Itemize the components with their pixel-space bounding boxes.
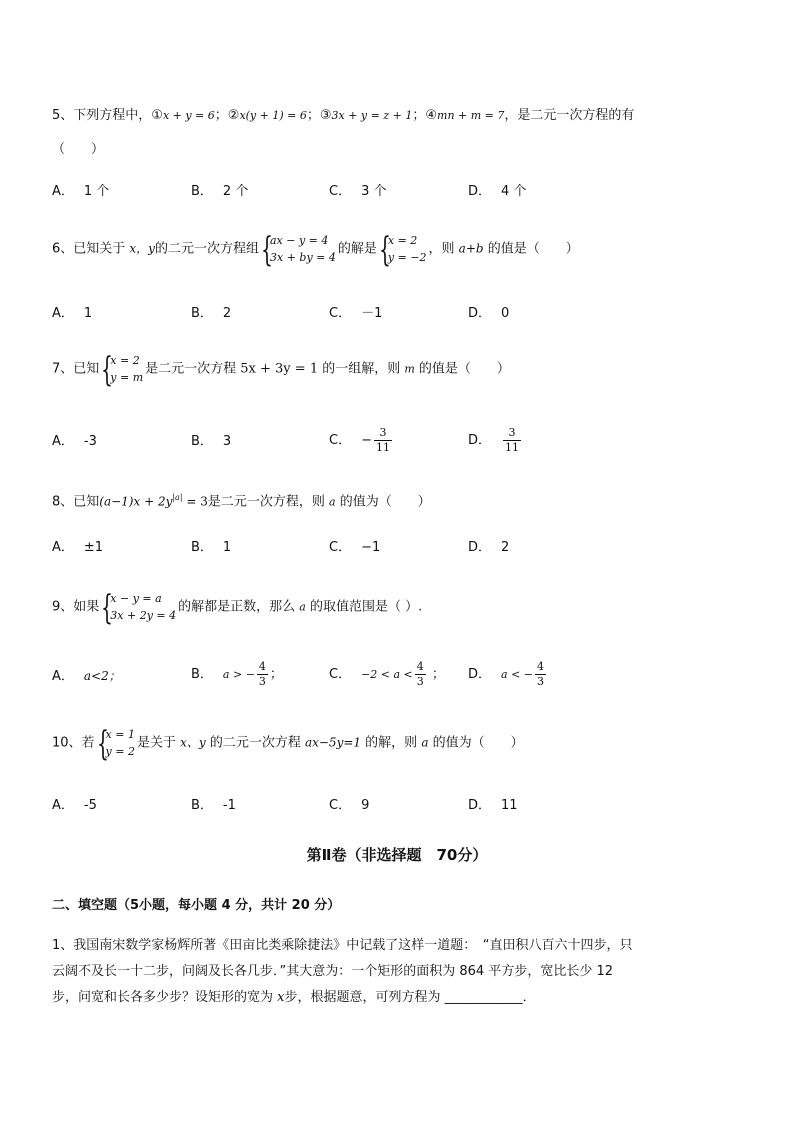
option-text: 2 个 xyxy=(222,184,249,199)
option-a[interactable] xyxy=(52,538,103,558)
question-5-stem xyxy=(52,106,634,126)
system-row: y = −2 xyxy=(387,251,427,264)
option-text: 9 xyxy=(361,798,370,813)
system-row: 3x + 2y = 4 xyxy=(110,609,177,622)
option-b[interactable] xyxy=(191,304,231,324)
option-d[interactable] xyxy=(468,304,509,324)
option-c[interactable] xyxy=(329,538,380,558)
option-label: A． xyxy=(52,540,74,555)
system-row: y = m xyxy=(110,371,144,384)
q7-var: m xyxy=(404,362,415,376)
brace-icon: { xyxy=(378,230,391,270)
option-suffix: ； xyxy=(427,667,445,682)
option-label: B． xyxy=(191,540,213,555)
q8-mid: 是二元一次方程，则 xyxy=(207,494,329,510)
option-text: 3 xyxy=(222,434,232,449)
q7-suffix1: 的一组解，则 xyxy=(318,361,405,377)
option-label: B． xyxy=(191,434,213,449)
option-label: C． xyxy=(329,433,352,448)
option-d[interactable] xyxy=(468,796,518,816)
fraction xyxy=(503,426,521,455)
option-label: D． xyxy=(468,306,492,321)
option-label: A． xyxy=(52,798,74,813)
brace-icon: { xyxy=(96,724,109,764)
system-row: x = 2 xyxy=(387,234,418,247)
option-text: －1 xyxy=(361,306,383,321)
system-row: x = 2 xyxy=(110,354,140,367)
system-row: x = 1 xyxy=(105,728,135,741)
option-expr: −2 < a < xyxy=(361,668,413,681)
brace-icon: { xyxy=(101,588,114,628)
system-row: 3x + by = 4 xyxy=(269,251,336,264)
q5-eq1: x + y = 6 xyxy=(162,109,215,122)
question-9-stem xyxy=(52,588,423,628)
q8-prefix: 8、已知 xyxy=(52,494,100,510)
q6-mid: 的二元一次方程组 xyxy=(154,241,259,257)
question-5-paren: （ ） xyxy=(52,142,105,157)
question-6-stem xyxy=(52,230,579,270)
circled-2: ；② xyxy=(214,108,240,123)
option-label: B． xyxy=(191,306,213,321)
fraction xyxy=(415,660,426,689)
equation-system-1 xyxy=(260,230,336,270)
circled-4: ；④ xyxy=(412,108,438,123)
q6-expr: a+b xyxy=(458,241,484,256)
option-text: −1 xyxy=(361,540,381,555)
numerator: 4 xyxy=(416,660,424,673)
option-text: 2 xyxy=(222,306,232,321)
system-row: ax − y = 4 xyxy=(269,234,329,247)
fill-q1-var: x xyxy=(277,990,285,1005)
question-9-options xyxy=(52,660,752,696)
option-c[interactable] xyxy=(329,182,386,202)
fill-q1-line1: 1、我国南宋数学家杨辉所著《田亩比类乘除捷法》中记载了这样一道题： “直田积八百六十四步，只 xyxy=(52,938,633,953)
q8-suffix: 的值为（ ） xyxy=(335,494,431,510)
q7-prefix: 7、已知 xyxy=(52,361,100,377)
option-label: B． xyxy=(191,667,213,682)
option-label: A． xyxy=(52,306,74,321)
option-b[interactable] xyxy=(191,432,231,452)
question-10-options xyxy=(52,796,752,820)
question-7-options xyxy=(52,426,752,462)
circled-3: ；③ xyxy=(306,108,332,123)
fill-q1-line3 xyxy=(52,985,742,1011)
q5-prefix: 5、下列方程中， xyxy=(52,108,152,123)
fraction xyxy=(374,426,392,455)
q9-var: a xyxy=(299,600,306,614)
q10-var: a xyxy=(421,735,429,750)
q9-prefix: 9、如果 xyxy=(52,599,100,615)
denominator: 3 xyxy=(537,675,545,688)
q6-suffix1: ，则 xyxy=(428,241,459,257)
q9-mid: 的解都是正数，那么 xyxy=(178,599,300,615)
equation-system xyxy=(101,350,144,390)
q8-var: a xyxy=(329,495,336,509)
q10-suffix1: 的解，则 xyxy=(361,735,422,751)
question-8-options xyxy=(52,538,752,562)
option-label: D． xyxy=(468,184,492,199)
option-d[interactable] xyxy=(468,538,509,558)
option-text: 4 个 xyxy=(501,184,527,199)
q5-eq4: mn + m = 7 xyxy=(437,109,505,122)
fraction xyxy=(257,660,268,689)
option-c[interactable] xyxy=(329,426,394,455)
option-text: 1 xyxy=(83,306,93,321)
q6-suffix2: 的值是（ ） xyxy=(483,241,579,257)
denominator: 3 xyxy=(416,675,424,688)
numerator: 3 xyxy=(503,426,521,441)
system-row: y = 2 xyxy=(105,745,135,758)
fraction xyxy=(535,660,546,689)
part-2-title: 第Ⅱ卷（非选择题 70分） xyxy=(306,846,488,864)
equation-system-2 xyxy=(378,230,427,270)
option-label: C． xyxy=(329,540,352,555)
option-label: C． xyxy=(329,184,352,199)
q9-suffix: 的取值范围是（ ）. xyxy=(305,599,423,615)
option-text: -1 xyxy=(222,798,236,813)
brace-icon: { xyxy=(260,230,273,270)
option-text: 3 个 xyxy=(361,184,387,199)
q10-prefix: 10、若 xyxy=(52,735,95,751)
option-text: -5 xyxy=(83,798,97,813)
option-b[interactable] xyxy=(191,538,231,558)
option-label: C． xyxy=(329,667,352,682)
option-b[interactable] xyxy=(191,182,248,202)
q7-mid: 是二元一次方程 xyxy=(145,361,241,377)
option-expr: a < − xyxy=(501,668,534,681)
system-row: x − y = a xyxy=(110,592,162,605)
question-5-options xyxy=(52,182,752,206)
option-text: -3 xyxy=(83,434,97,449)
question-6-options xyxy=(52,304,752,328)
option-label: A． xyxy=(52,669,74,684)
option-text: ±1 xyxy=(83,540,104,555)
option-label: D． xyxy=(468,667,492,682)
brace-icon: { xyxy=(101,350,114,390)
option-b[interactable] xyxy=(191,660,283,689)
q6-prefix: 6、已知关于 xyxy=(52,241,130,257)
q8-equation: (a−1)x + 2y xyxy=(99,494,173,509)
option-text: 0 xyxy=(501,306,510,321)
option-a[interactable] xyxy=(52,432,97,452)
option-label: B． xyxy=(191,798,213,813)
option-label: B． xyxy=(191,184,213,199)
equation-system xyxy=(101,588,177,628)
option-c[interactable] xyxy=(329,796,369,816)
option-label: C． xyxy=(329,798,352,813)
q5-eq2: x(y + 1) = 6 xyxy=(239,109,307,122)
question-8-stem xyxy=(52,488,431,512)
q7-suffix2: 的值是（ ） xyxy=(414,361,510,377)
question-7-stem xyxy=(52,350,510,390)
option-b[interactable] xyxy=(191,796,236,816)
option-text: 1 个 xyxy=(83,184,110,199)
option-text: 1 xyxy=(222,540,232,555)
option-text: 2 xyxy=(501,540,510,555)
equation-system xyxy=(96,724,135,764)
q7-equation: 5x + 3y = 1 xyxy=(240,361,319,377)
option-a[interactable] xyxy=(52,304,92,324)
q5-suffix: ，是二元一次方程的有 xyxy=(504,108,635,123)
option-label: D． xyxy=(468,540,492,555)
denominator: 11 xyxy=(505,441,520,454)
option-suffix: ； xyxy=(269,667,283,682)
circled-1: ① xyxy=(151,108,163,123)
numerator: 3 xyxy=(374,426,392,441)
option-label: D． xyxy=(468,798,492,813)
option-a[interactable] xyxy=(52,796,97,816)
fill-question-1 xyxy=(52,933,742,1011)
numerator: 4 xyxy=(258,660,266,673)
fill-q1-line2: 云阔不及长一十二步，问阔及长各几步．”其大意为：一个矩形的面积为 864 平方步，宽比长少 12 xyxy=(52,964,613,979)
denominator: 3 xyxy=(258,675,266,688)
minus-sign: − xyxy=(361,433,372,448)
fill-q1-line3-b: 步，根据题意，可列方程为 ____________． xyxy=(284,990,536,1005)
option-d[interactable] xyxy=(468,182,526,202)
option-label: A． xyxy=(52,434,74,449)
q6-mid2: 的解是 xyxy=(337,241,377,257)
option-a[interactable] xyxy=(52,666,121,687)
numerator: 4 xyxy=(537,660,545,673)
section-2-heading: 二、填空题（5小题，每小题 4 分，共计 20 分） xyxy=(52,898,341,913)
q10-equation: ax−5y=1 xyxy=(304,735,362,750)
q10-vars: x、y xyxy=(180,735,206,750)
option-label: D． xyxy=(468,433,492,448)
q8-exponent: |a| xyxy=(172,493,183,502)
option-c[interactable] xyxy=(329,304,382,324)
q6-vars: x，y xyxy=(129,241,155,256)
option-c[interactable] xyxy=(329,660,445,689)
q10-suffix2: 的值为（ ） xyxy=(428,735,524,751)
option-label: C． xyxy=(329,306,352,321)
option-d[interactable] xyxy=(468,426,523,455)
q5-eq3: 3x + y = z + 1 xyxy=(331,109,413,122)
option-d[interactable] xyxy=(468,660,548,689)
q10-mid2: 的二元一次方程 xyxy=(205,735,305,751)
option-label: A． xyxy=(52,184,74,199)
fill-q1-line3-a: 步，问宽和长各多少步？设矩形的宽为 xyxy=(52,990,278,1005)
question-10-stem xyxy=(52,724,524,764)
option-text: 11 xyxy=(501,798,518,813)
q10-mid: 是关于 xyxy=(136,735,181,751)
option-text: a<2； xyxy=(83,669,121,683)
option-expr: a > − xyxy=(222,668,255,681)
denominator: 11 xyxy=(375,441,390,454)
option-a[interactable] xyxy=(52,182,109,202)
q8-equation-rhs: = 3 xyxy=(182,494,208,509)
